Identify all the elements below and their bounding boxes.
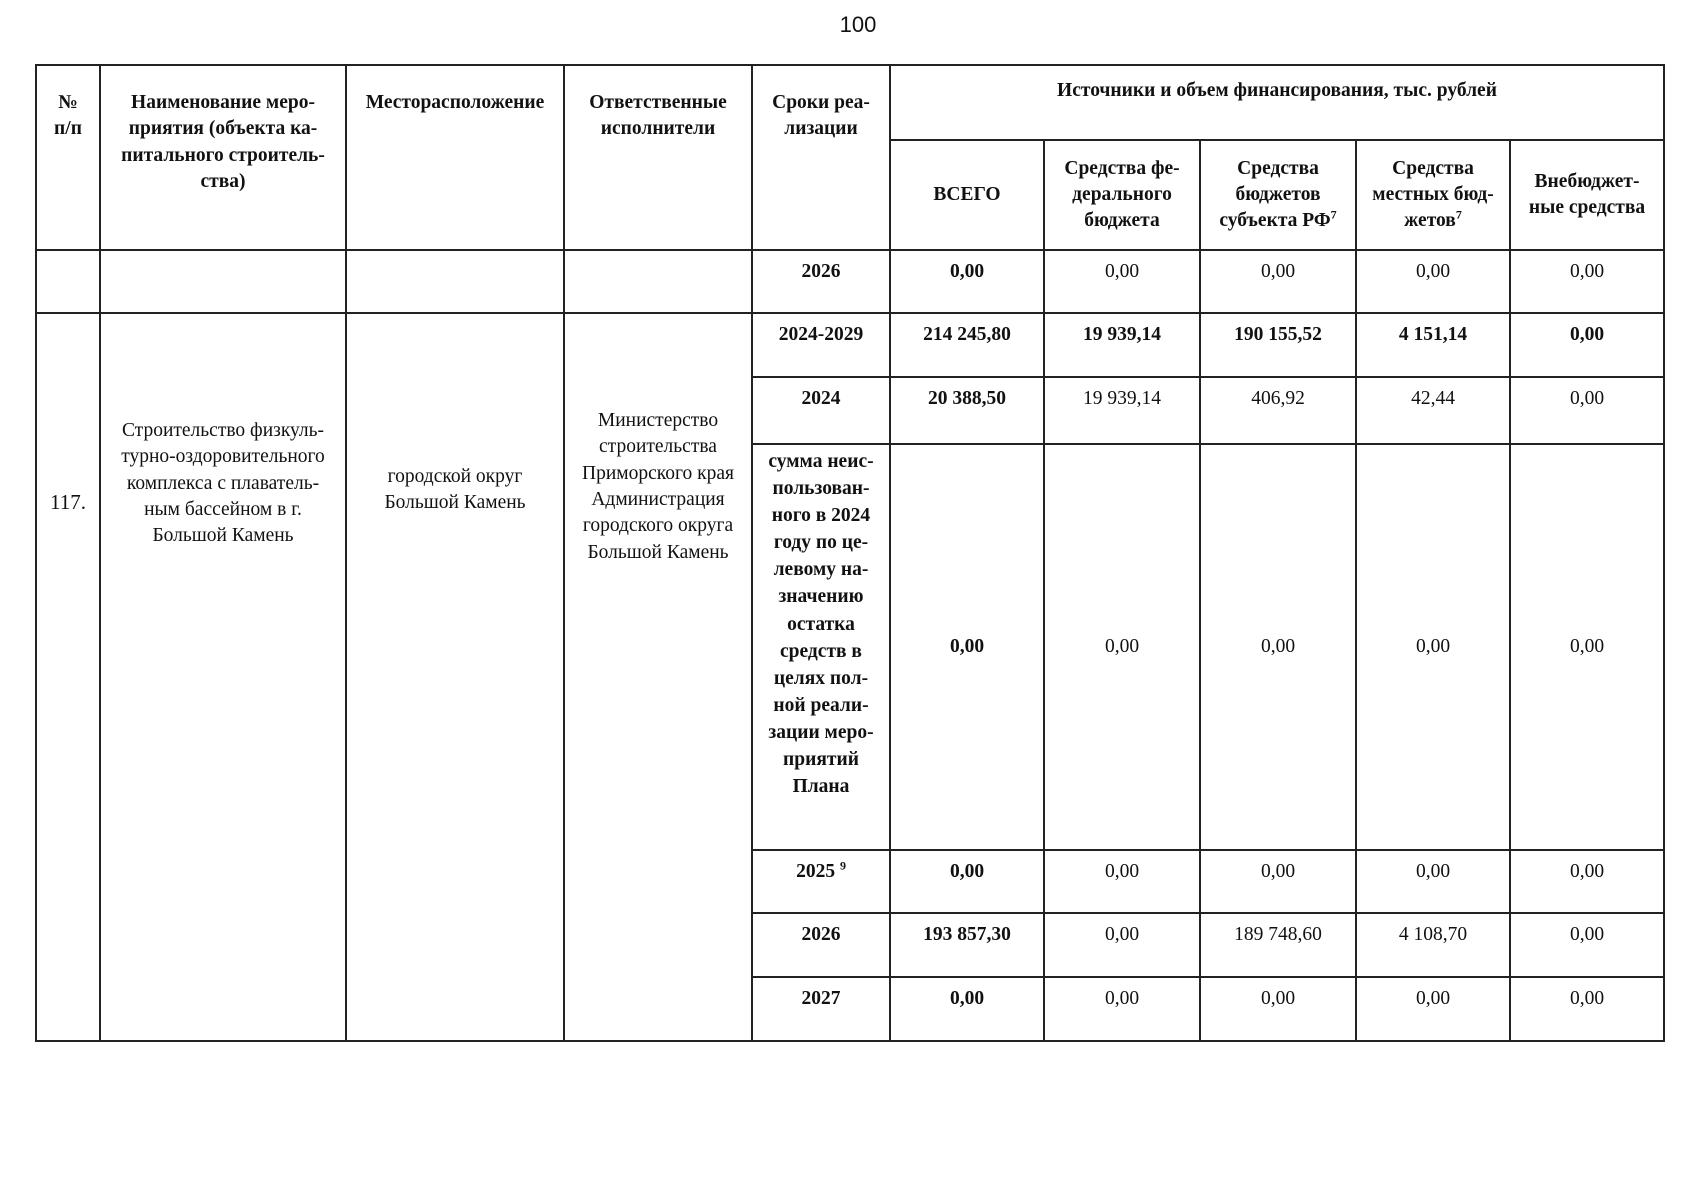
row-local: 4 108,70 bbox=[1356, 913, 1510, 977]
row-total: 20 388,50 bbox=[890, 377, 1044, 444]
row-offbudget: 0,00 bbox=[1510, 313, 1664, 377]
row-total: 0,00 bbox=[890, 250, 1044, 313]
page-number: 100 bbox=[839, 12, 877, 37]
header-funding-group: Источники и объем финансирования, тыс. рублей bbox=[890, 65, 1664, 140]
header-offbudget: Внебюджет- ные средства bbox=[1510, 140, 1664, 250]
row-year: 2024 bbox=[752, 377, 890, 444]
row-regional: 0,00 bbox=[1200, 444, 1356, 850]
row-federal: 19 939,14 bbox=[1044, 313, 1200, 377]
header-executors: Ответственные исполнители bbox=[564, 65, 752, 250]
empty-cell bbox=[564, 250, 752, 313]
table-row bbox=[36, 313, 1664, 377]
row-local: 0,00 bbox=[1356, 250, 1510, 313]
header-total: ВСЕГО bbox=[890, 140, 1044, 250]
funding-table bbox=[35, 64, 1665, 1042]
row-offbudget: 0,00 bbox=[1510, 377, 1664, 444]
row-total: 193 857,30 bbox=[890, 913, 1044, 977]
item-number: 117. bbox=[36, 313, 100, 1041]
row-federal: 0,00 bbox=[1044, 250, 1200, 313]
header-federal: Средства фе- дерального бюджета bbox=[1044, 140, 1200, 250]
row-total: 0,00 bbox=[890, 850, 1044, 913]
item-location: городской округ Большой Камень bbox=[346, 313, 564, 1041]
row-year: 2025 $^9$ bbox=[752, 850, 890, 913]
row-total: 0,00 bbox=[890, 977, 1044, 1041]
header-regional: Средства бюджетов субъекта $РФ^7$ bbox=[1200, 140, 1356, 250]
row-regional: 0,00 bbox=[1200, 977, 1356, 1041]
row-local: 4 151,14 bbox=[1356, 313, 1510, 377]
row-regional: 0,00 bbox=[1200, 250, 1356, 313]
row-local: 0,00 bbox=[1356, 444, 1510, 850]
header-num: № п/п bbox=[36, 65, 100, 250]
table-row bbox=[36, 250, 1664, 313]
row-offbudget: 0,00 bbox=[1510, 977, 1664, 1041]
row-year: 2026 bbox=[752, 913, 890, 977]
row-total: 0,00 bbox=[890, 444, 1044, 850]
row-federal: 0,00 bbox=[1044, 913, 1200, 977]
row-regional: 189 748,60 bbox=[1200, 913, 1356, 977]
row-offbudget: 0,00 bbox=[1510, 444, 1664, 850]
row-offbudget: 0,00 bbox=[1510, 250, 1664, 313]
header-terms: Сроки реа- лизации bbox=[752, 65, 890, 250]
row-year: 2026 bbox=[752, 250, 890, 313]
empty-cell bbox=[36, 250, 100, 313]
row-regional: 406,92 bbox=[1200, 377, 1356, 444]
empty-cell bbox=[346, 250, 564, 313]
row-regional: 190 155,52 bbox=[1200, 313, 1356, 377]
row-local: 0,00 bbox=[1356, 977, 1510, 1041]
row-federal: 19 939,14 bbox=[1044, 377, 1200, 444]
row-total: 214 245,80 bbox=[890, 313, 1044, 377]
header-local: Средства местных бюд- жетов$^7$ bbox=[1356, 140, 1510, 250]
item-executors: Министерство строительства Приморского края Администрация городского округа Большой Камень bbox=[564, 313, 752, 1041]
row-offbudget: 0,00 bbox=[1510, 850, 1664, 913]
item-name: Строительство физкуль- турно-оздоровительного комплекса с плаватель- ным бассейном в г. Большой Камень bbox=[100, 313, 346, 1041]
header-location: Месторасположение bbox=[346, 65, 564, 250]
row-federal: 0,00 bbox=[1044, 977, 1200, 1041]
row-local: 42,44 bbox=[1356, 377, 1510, 444]
row-local: 0,00 bbox=[1356, 850, 1510, 913]
row-federal: 0,00 bbox=[1044, 444, 1200, 850]
row-year: 2027 bbox=[752, 977, 890, 1041]
row-federal: 0,00 bbox=[1044, 850, 1200, 913]
header-name: Наименование меро- приятия (объекта ка- питального строитель- ства) bbox=[100, 65, 346, 250]
row-year: 2024-2029 bbox=[752, 313, 890, 377]
row-year-remark: сумма неис- пользован- ного в 2024 году по це- левому на- значению остатка средств в целях пол- ной реали- зации меро- приятий Плана bbox=[752, 444, 890, 850]
row-offbudget: 0,00 bbox=[1510, 913, 1664, 977]
row-regional: 0,00 bbox=[1200, 850, 1356, 913]
empty-cell bbox=[100, 250, 346, 313]
